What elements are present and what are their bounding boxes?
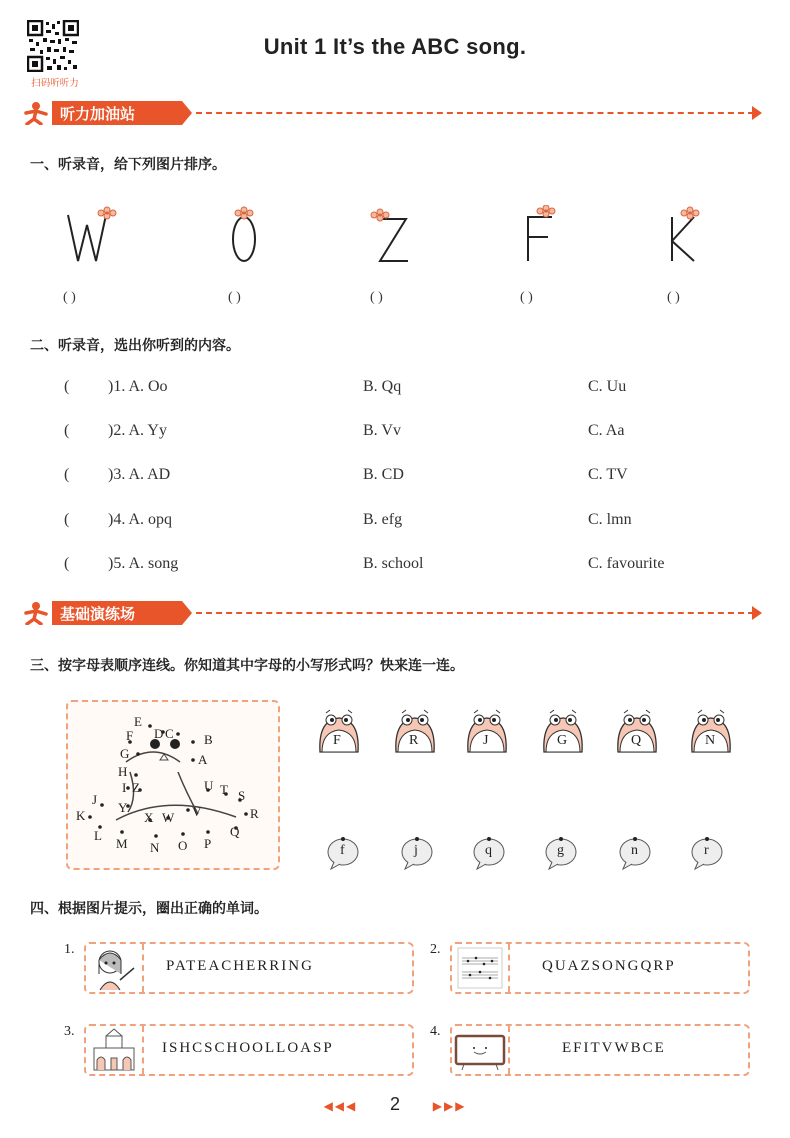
tv-picture: [452, 1026, 510, 1074]
flower-icon: [98, 207, 116, 219]
banner-arrow-icon: [752, 106, 762, 120]
item-number: 2.: [430, 942, 441, 957]
hamster-card[interactable]: [540, 706, 586, 756]
speech-bubble[interactable]: [544, 836, 578, 870]
school-icon: [86, 1026, 142, 1074]
dot-label: G: [120, 746, 130, 761]
item-number: 4.: [430, 1024, 441, 1039]
answer-blank[interactable]: ( ): [667, 290, 680, 305]
dot-label: X: [144, 810, 154, 825]
section-banner-listening: [0, 101, 790, 125]
speech-bubble[interactable]: [618, 836, 652, 870]
dot-label: M: [116, 836, 128, 851]
letter-string[interactable]: QUAZSONGQRP: [542, 958, 676, 974]
dot-label: H: [118, 764, 128, 779]
uppercase-letter: J: [483, 733, 489, 748]
question-option-c[interactable]: C. lmn: [588, 511, 632, 528]
runner-icon: [26, 602, 46, 624]
question-option-c[interactable]: C. Aa: [588, 422, 625, 439]
dot-label: R: [250, 806, 259, 821]
question-option-a[interactable]: )3. A. AD: [108, 466, 171, 483]
letter-card-w: [62, 205, 122, 271]
dot-label: A: [198, 752, 208, 767]
letter-string[interactable]: EFITVWBCE: [562, 1040, 666, 1056]
question-option-b[interactable]: B. efg: [363, 511, 403, 528]
uppercase-letter: G: [557, 733, 568, 748]
part4-instruction: 四、根据图片提示，圈出正确的单词。: [30, 901, 268, 917]
question-option-a[interactable]: )5. A. song: [108, 555, 179, 572]
word-card[interactable]: [450, 1024, 750, 1076]
hamster-card[interactable]: [316, 706, 362, 756]
hamster-card[interactable]: [614, 706, 660, 756]
answer-blank[interactable]: (: [64, 511, 70, 528]
banner-dashed-line: [196, 612, 754, 614]
part1-instruction: 一、听录音，给下列图片排序。: [30, 157, 226, 173]
dot-label: K: [76, 808, 86, 823]
song-picture: [452, 944, 510, 992]
page-number: 2: [389, 1094, 400, 1114]
letter-card-z: [368, 205, 428, 271]
speech-bubble[interactable]: [472, 836, 506, 870]
lowercase-letter: f: [340, 843, 345, 858]
dot-label: B: [204, 732, 213, 747]
question-option-c[interactable]: C. favourite: [588, 555, 665, 572]
letter-string[interactable]: ISHCSCHOOLLOASP: [162, 1040, 334, 1056]
dot-label: T: [220, 782, 228, 797]
uppercase-letter: N: [705, 733, 716, 748]
answer-blank[interactable]: (: [64, 378, 70, 395]
speech-bubble[interactable]: [326, 836, 360, 870]
dot-to-dot-picture[interactable]: [66, 700, 280, 870]
answer-blank[interactable]: (: [64, 466, 70, 483]
letter-string[interactable]: PATEACHERRING: [166, 958, 314, 974]
page-title: Unit 1 It’s the ABC song.: [263, 34, 527, 59]
next-arrows-icon[interactable]: ▶▶▶: [432, 1099, 467, 1113]
section-banner-practice: [0, 601, 790, 625]
dot-label: U: [204, 778, 214, 793]
dot-label: P: [204, 836, 212, 851]
banner-dashed-line: [196, 112, 754, 114]
dot-label: L: [94, 828, 102, 843]
hamster-card[interactable]: [464, 706, 510, 756]
hamster-card[interactable]: [392, 706, 438, 756]
lowercase-letter: j: [414, 843, 418, 858]
page-footer: [0, 1094, 790, 1115]
dot-label: D: [154, 726, 164, 741]
question-option-c[interactable]: C. TV: [588, 466, 628, 483]
answer-blank[interactable]: ( ): [63, 290, 76, 305]
question-option-a[interactable]: )4. A. opq: [108, 511, 172, 528]
speech-bubble[interactable]: [690, 836, 724, 870]
part3-instruction: 三、按字母表顺序连线。你知道其中字母的小写形式吗？快来连一连。: [30, 658, 464, 674]
dot-label: Q: [230, 824, 240, 839]
music-sheet-icon: [452, 944, 508, 992]
lowercase-letter: n: [631, 843, 638, 858]
uppercase-letter: Q: [631, 733, 642, 748]
banner-label-listening: 听力加油站: [60, 105, 136, 123]
dot-label: Y: [118, 800, 128, 815]
answer-blank[interactable]: ( ): [370, 290, 383, 305]
teacher-picture: [86, 944, 144, 992]
question-option-b[interactable]: B. Vv: [363, 422, 401, 439]
hamster-card[interactable]: [688, 706, 734, 756]
question-option-c[interactable]: C. Uu: [588, 378, 627, 395]
question-option-a[interactable]: )2. A. Yy: [108, 422, 167, 439]
answer-blank[interactable]: ( ): [228, 290, 241, 305]
item-number: 1.: [64, 942, 75, 957]
dot-label: I: [122, 780, 127, 795]
dot-label: N: [150, 840, 160, 855]
word-card[interactable]: [450, 942, 750, 994]
school-picture: [86, 1026, 144, 1074]
lowercase-letter: g: [557, 843, 564, 858]
part2-instruction: 二、听录音，选出你听到的内容。: [30, 338, 240, 354]
speech-bubble[interactable]: [400, 836, 434, 870]
dot-label: W: [162, 810, 175, 825]
letter-card-k: [662, 205, 722, 271]
runner-icon: [26, 102, 46, 124]
uppercase-letter: F: [333, 733, 341, 748]
dot-label: O: [178, 838, 188, 853]
item-number: 3.: [64, 1024, 75, 1039]
question-option-b[interactable]: B. CD: [363, 466, 404, 483]
word-card[interactable]: [84, 942, 414, 994]
previous-arrows-icon[interactable]: ◀◀◀: [323, 1099, 358, 1113]
letter-card-f: [518, 205, 578, 271]
word-card[interactable]: [84, 1024, 414, 1076]
answer-blank[interactable]: ( ): [520, 290, 533, 305]
lowercase-letter: q: [485, 843, 492, 858]
question-option-b[interactable]: B. school: [363, 555, 424, 572]
question-option-b[interactable]: B. Qq: [363, 378, 402, 395]
teacher-icon: [86, 944, 142, 992]
qr-caption: 扫码听听力: [31, 78, 79, 89]
question-option-a[interactable]: )1. A. Oo: [108, 378, 168, 395]
uppercase-letter: R: [409, 733, 419, 748]
dot-label: Z: [132, 780, 140, 795]
dot-label: E: [134, 714, 142, 729]
letter-card-o: [222, 205, 282, 271]
banner-label-practice: 基础演练场: [60, 605, 136, 623]
answer-blank[interactable]: (: [64, 555, 70, 572]
tv-icon: [452, 1026, 508, 1074]
dot-label: S: [238, 788, 246, 803]
banner-arrow-icon: [752, 606, 762, 620]
lowercase-letter: r: [704, 843, 709, 858]
dot-label: J: [92, 792, 98, 807]
dot-label: F: [126, 728, 134, 743]
dot-label: C: [165, 726, 174, 741]
dot-label: V: [192, 804, 202, 819]
answer-blank[interactable]: (: [64, 422, 70, 439]
